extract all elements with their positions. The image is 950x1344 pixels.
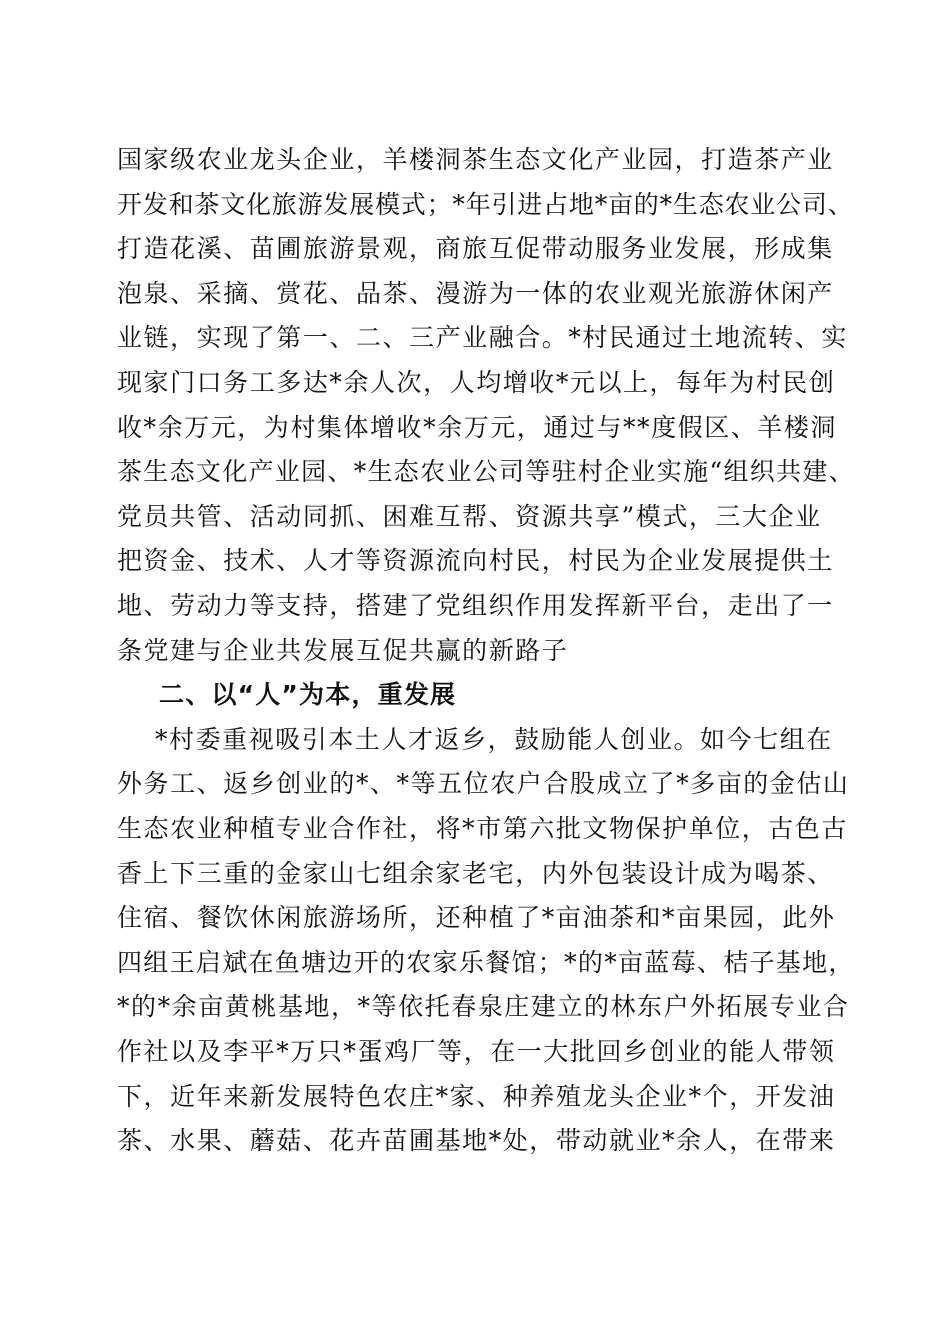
paragraph-line: 生态农业种植专业合作社，将*市第六批文物保护单位，古色古	[117, 814, 848, 843]
section-heading: 二、以“人”为本，重发展	[159, 680, 457, 710]
paragraph-line: 四组王启斌在鱼塘边开的农家乐餐馆；*的*亩蓝莓、桔子基地，	[117, 947, 855, 977]
paragraph-line: 泡泉、采摘、赏花、品茶、漫游为一体的农业观光旅游休闲产	[117, 278, 834, 308]
paragraph-line: 香上下三重的金家山七组余家老宅，内外包装设计成为喝茶、	[117, 858, 834, 888]
paragraph-line: *的*余亩黄桃基地，*等依托春泉庄建立的林东户外拓展专业合	[117, 992, 850, 1022]
paragraph-line: 开发和茶文化旅游发展模式；*年引进占地*亩的*生态农业公司、	[117, 189, 854, 219]
paragraph-line: 地、劳动力等支持，搭建了党组织作用发挥新平台，走出了一	[117, 591, 834, 620]
paragraph-line: 国家级农业龙头企业，羊楼洞茶生态文化产业园，打造茶产业	[117, 145, 834, 174]
paragraph-line: 下，近年来新发展特色农庄*家、种养殖龙头企业*个，开发油	[117, 1081, 836, 1111]
paragraph-line: 打造花溪、苗圃旅游景观，商旅互促带动服务业发展，形成集	[117, 234, 834, 264]
paragraph-line: 业链，实现了第一、二、三产业融合。*村民通过土地流转、实	[117, 323, 848, 353]
paragraph-line: *村委重视吸引本土人才返乡，鼓励能人创业。如今七组在	[155, 724, 833, 754]
paragraph-line: 党员共管、活动同抓、困难互帮、资源共享”模式，三大企业	[117, 501, 822, 531]
paragraph-line: 作社以及李平*万只*蛋鸡厂等，在一大批回乡创业的能人带领	[117, 1037, 836, 1066]
paragraph-line: 现家门口务工多达*余人次，人均增收*元以上，每年为村民创	[117, 368, 836, 397]
paragraph-line: 把资金、技术、人才等资源流向村民，村民为企业发展提供土	[117, 546, 834, 576]
paragraph-line: 住宿、餐饮休闲旅游场所，还种植了*亩油茶和*亩果园，此外	[117, 903, 836, 933]
paragraph-line: 茶生态文化产业园、*生态农业公司等驻村企业实施“组织共建、	[117, 457, 855, 487]
paragraph-line: 收*余万元，为村集体增收*余万元，通过与**度假区、羊楼洞	[117, 412, 837, 442]
paragraph-line: 茶、水果、蘑菇、花卉苗圃基地*处，带动就业*余人，在带来	[117, 1126, 836, 1156]
paragraph-line: 外务工、返乡创业的*、*等五位农户合股成立了*多亩的金估山	[117, 769, 850, 799]
paragraph-line: 条党建与企业共发展互促共赢的新路子	[117, 635, 569, 665]
